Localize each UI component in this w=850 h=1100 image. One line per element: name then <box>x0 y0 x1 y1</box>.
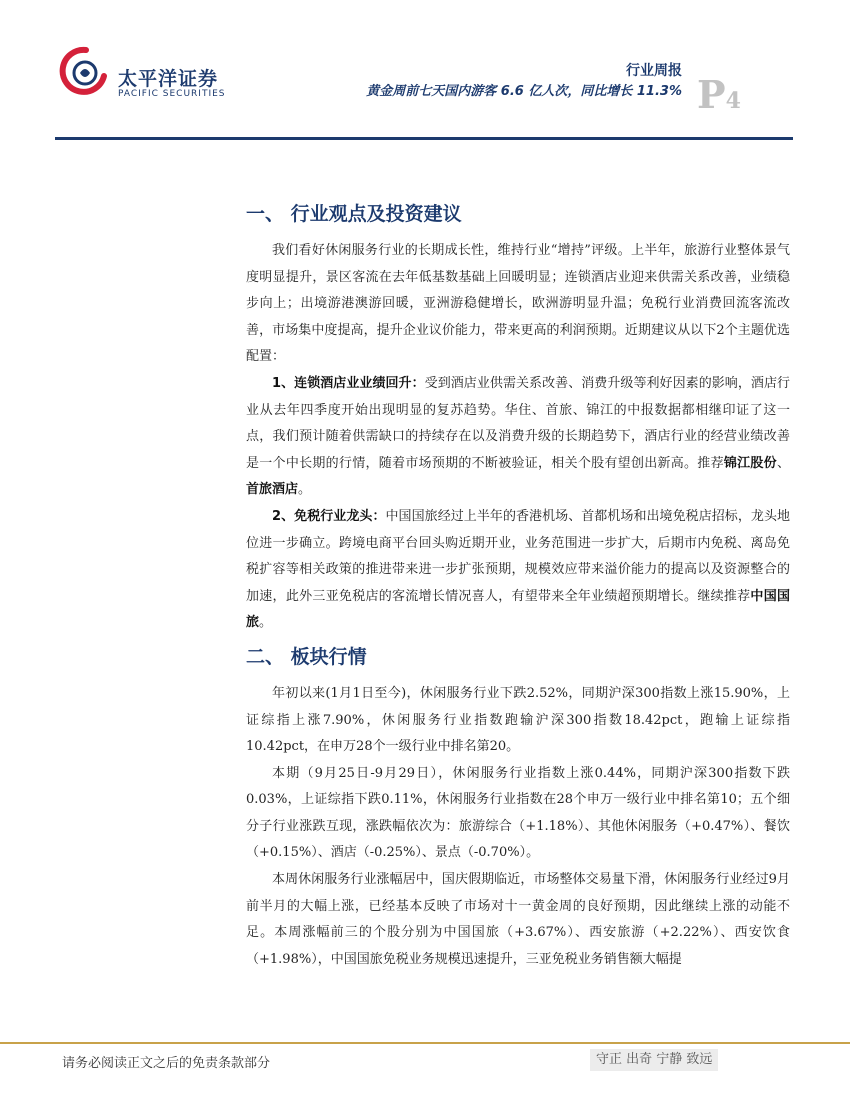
stock-pick-shoulv: 首旅酒店 <box>246 482 299 498</box>
page-letter: P <box>697 72 726 117</box>
paragraph-weekly-commentary: 本周休闲服务行业涨幅居中，国庆假期临近，市场整体交易量下滑，休闲服务行业经过9月前半月的大幅上涨，已经基本反映了市场对十一黄金周的良好预期，因此继续上涨的动能不足。本周涨幅前三的个股分别为中国国旅（+3.67%）、西安旅游（+2.22%）、西安饮食（+1.98%），中国国旅免税业务规模迅速提升，三亚免税业务销售额大幅提 <box>246 872 790 967</box>
report-title: 黄金周前七天国内游客 6.6 亿人次，同比增长 11.3% <box>366 84 682 99</box>
point-hotels-text: 受到酒店业供需关系改善、消费升级等利好因素的影响，酒店行业从去年四季度开始出现明显的复苏趋势。华住、首旅、锦江的中报数据都相继印证了这一点，我们预计随着供需缺口的持续存在以及消费升级的长期趋势下，酒店行业的经营业绩改善是一个中长期的行情，随着市场预期的不断被验证，相关个股有望创出新高。推荐 <box>246 375 790 471</box>
stock-pick-cits: 中国国旅 <box>246 588 790 631</box>
brand-name-chinese: 太平洋证券 <box>118 68 219 90</box>
footer-divider <box>0 1042 850 1044</box>
sentence-end: 。 <box>259 615 273 631</box>
page-number: 4 <box>725 88 741 114</box>
page-number-mark <box>697 72 741 117</box>
paragraph-weekly-performance: 本期（9月25日-9月29日），休闲服务行业指数上涨0.44%，同期沪深300指数下跌0.03%，上证综指下跌0.11%，休闲服务行业指数在28个申万一级行业中排名第10；五个细分子行业涨跌互现，涨跌幅依次为：旅游综合（+1.18%）、其他休闲服务（+0.47%）、餐饮（+0.15%）、酒店（-0.25%）、景点（-0.70%）。 <box>246 765 790 861</box>
footer-disclaimer: 请务必阅读正文之后的免责条款部分 <box>62 1056 271 1071</box>
pacific-securities-logo-icon <box>58 46 108 96</box>
footer-motto: 守正 出奇 宁静 致远 <box>590 1049 718 1071</box>
page-header <box>0 0 850 140</box>
section-heading-industry-view: 一、 行业观点及投资建议 <box>246 203 462 225</box>
brand-name-english: PACIFIC SECURITIES <box>118 89 226 99</box>
stock-pick-jinjiang: 锦江股份 <box>723 455 777 471</box>
header-divider <box>55 137 793 140</box>
paragraph-intro: 我们看好休闲服务行业的长期成长性，维持行业“增持”评级。上半年，旅游行业整体景气度明显提升，景区客流在去年低基数基础上回暖明显；连锁酒店业迎来供需关系改善，业绩稳步向上；出境游港澳游回暖，亚洲游稳健增长，欧洲游明显升温；免税行业消费回流客流改善，市场集中度提高，提升企业议价能力，带来更高的利润预期。近期建议从以下2个主题优选配置： <box>246 243 790 365</box>
paragraph-point-hotels <box>246 371 790 504</box>
point-hotels-lead: 1、连锁酒店业业绩回升： <box>272 375 425 391</box>
sentence-end: 。 <box>298 482 312 498</box>
report-type: 行业周报 <box>626 63 682 79</box>
section-heading-sector-market: 二、 板块行情 <box>246 645 367 668</box>
point-dutyfree-lead: 2、免税行业龙头： <box>272 508 386 524</box>
separator: 、 <box>776 455 790 471</box>
paragraph-point-dutyfree <box>246 504 790 637</box>
paragraph-ytd-performance: 年初以来(1月1日至今)，休闲服务行业下跌2.52%，同期沪深300指数上涨15.90%，上证综指上涨7.90%，休闲服务行业指数跑输沪深300指数18.42pct，跑输上证综指10.42pct，在申万28个一级行业中排名第20。 <box>246 685 790 755</box>
main-content <box>246 198 790 973</box>
point-dutyfree-text: 中国国旅经过上半年的香港机场、首都机场和出境免税店招标，龙头地位进一步确立。跨境电商平台回头购近期开业，业务范围进一步扩大，后期市内免税、离岛免税扩容等相关政策的推进带来进一步扩张预期，规模效应带来溢价能力的提高以及资源整合的加速，此外三亚免税店的客流增长情况喜人，有望带来全年业绩超预期增长。继续推荐 <box>246 508 790 604</box>
